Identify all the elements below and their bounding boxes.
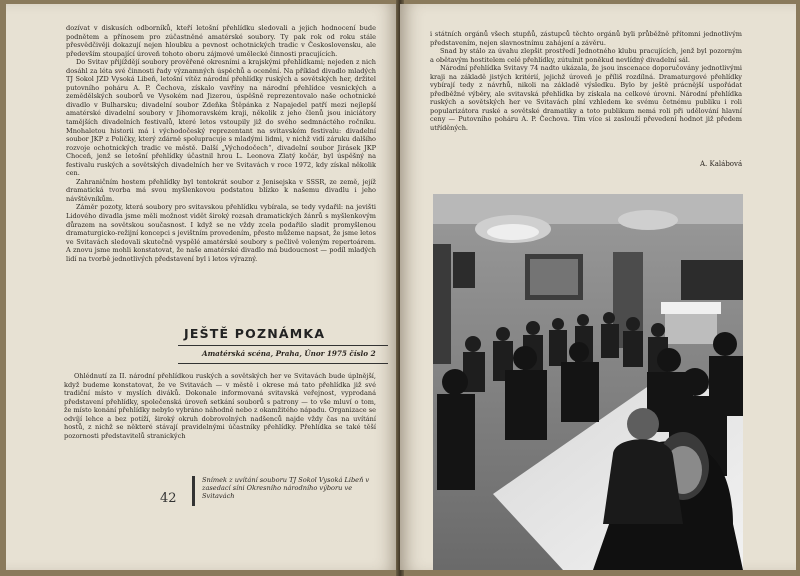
right-article — [430, 30, 742, 133]
meeting-photo — [433, 194, 743, 570]
section-heading: JEŠTĚ POZNÁMKA — [184, 326, 326, 341]
source-line: Amatérská scéna, Praha, Únor 1975 číslo 2 — [202, 349, 376, 358]
left-page — [6, 4, 398, 570]
paragraph: Do Svitav přijíždějí soubory prověřené okresními a krajskými přehlídkami; nejeden z nich dosáhl za léta své činnosti řady významných úspěchů a ocenění. Na příklad divadlo mladých TJ Sokol JZD Vysoká Libeň, letošní vítěz národní přehlídky ruských a sovětských her, držitel putovního poháru A. P. Čechova, získalo vavříny na národní přehlídce vesnických a zemědělských souborů ve Vysokém nad Jizerou, úspěšně reprezentovalo naše ochotnické divadlo v Bulharsku; divadelní soubor Zdeňka Štěpánka z Napajedel patří mezi nejlepší amatérské divadelní soubory v Jihomoravském kraji, několik z jeho členů jsou iniciátory tamějších divadelních festivalů, které letos vstoupily již do svého sedmnáctého ročníku. Mnohaletou historii má i východočeský reprezentant na svitavském festivalu: divadelní soubor JKP z Poličky, který zdárně spolupracuje s mladými lidmi, v nichž vidí záruku dalšího rozvoje ochotnických tradic ve městě. Další „Východočech“, divadelní soubor Jirásek JKP Choceň, jenž se letošní přehlídky účastnil hrou L. Leonova Zlatý kočár, byl úspěšný na festivalu ruských a sovětských divadelních her ve Svitavách v roce 1972, kdy získal několik cen. — [66, 58, 376, 178]
paragraph: dozívat v diskusích odborníků, kteří letošní přehlídku sledovali a jejich hodnocení bude podnětem a přínosem pro zúčastněné amatérské soubory. Ty pak rok od roku stále přesvědčivěji dokazují nejen hloubku a pevnost ochotnických tradic v Československu, ale především stoupající úroveň tohoto oboru zájmové umělecké činnosti pracujících. — [66, 24, 376, 58]
page-number: 42 — [160, 491, 177, 506]
left-article-bottom — [64, 372, 376, 440]
paragraph: Záměr pozoty, která soubory pro svitavskou přehlídku vybírala, se tedy vydařil: na jevišti Lidového divadla jsme měli možnost vidět široký rozsah dramatických žánrů s myšlenkovým důrazem na sovětskou současnost. I když se ne vždy zcela podařilo sladit promyšlenou dramaturgicko-režijní koncepci s jevištním provedením, přesto můžeme napsat, že jsme letos ve Svitavách sledovali skutečně vyspělé amatérské soubory s pečlivě voleným repertoárem. A znovu jsme mohli konstatovat, že naše amatérské divadlo má budoucnost — podíl mladých lidí na tvorbě jednotlivých představení byl i letos výrazný. — [66, 203, 376, 263]
paragraph: Ohlédnutí za II. národní přehlídkou ruských a sovětských her ve Svitavách bude úplnější, když budeme konstatovat, že ve Svitavách — v městě i okrese má tato přehlídka již své tradiční místo v myslích diváků. Dokonale informovaná svitavská veřejnost, vyprodaná představení přehlídky, společenská úroveň setkání souborů s patrony — to vše mluví o tom, že místo konání přehlídky nebylo vybráno náhodně nebo z okamžitého nápadu. Organizace se odvíjí lehce a bez potíží, široký okruh dobrovolných nadšenců najde vždy čas na uvítání hostů, z nichž se některé stávají pravidelnými účastníky přehlídky. Přehlídka se také těší pozornosti představitelů stranických — [64, 372, 376, 440]
paragraph: i státních orgánů všech stupňů, zástupců těchto orgánů byli průběžně přítomni jednotlivým představením, nejen slavnostnímu zahájení a závěru. — [430, 30, 742, 47]
paragraph: Snad by stálo za úvahu zlepšit prostředí Jednotného klubu pracujících, jenž byl pozorným a obětavým hostitelem celé přehlídky, zútulnit poněkud nevlídný divadelní sál. — [430, 47, 742, 64]
heading-rule-bottom — [178, 363, 388, 364]
author-signature: A. Kalábová — [700, 160, 743, 168]
paragraph: Národní přehlídka Svitavy 74 nadto ukázala, že jsou inscenace doporučovány jednotlivými kraji na základě jistých kritérií, jejichž úroveň je příliš rozdílná. Dramaturgové přehlídky vybírají tedy z návrhů, nikoli na základě výsledku. Bylo by ještě prácnější uspořádat předběžné výběry, ale svitavská přehlídka by získala na celkové úrovni. Národní přehlídka ruských a sovětských her ve Svitavách plní vzhledem ke svému četnému publiku i roli popularizátora ruské a sovětské dramatiky a toto publikum nemá roli při udělování hlavní ceny — Putovního poháru A. P. Čechova. Tím více si zaslouží převedení hodnot již předem utříděných. — [430, 64, 742, 133]
photo-illustration — [433, 194, 743, 570]
left-article-top — [66, 24, 376, 263]
photo-caption: Snímek z uvítání souboru TJ Sokol Vysoká Libeň v zasedací síni Okresního národního výboru ve Svitavách — [202, 476, 370, 500]
heading-rule-top — [178, 345, 388, 346]
paragraph: Zahraničním hostem přehlídky byl tentokrát soubor z Jenisejska v SSSR, ze země, jejíž dramatická tvorba má svou myšlenkovou podstatou blízko k našemu divadlu i jeho návštěvníkům. — [66, 177, 376, 203]
right-page — [400, 4, 796, 570]
caption-bar — [192, 476, 195, 506]
